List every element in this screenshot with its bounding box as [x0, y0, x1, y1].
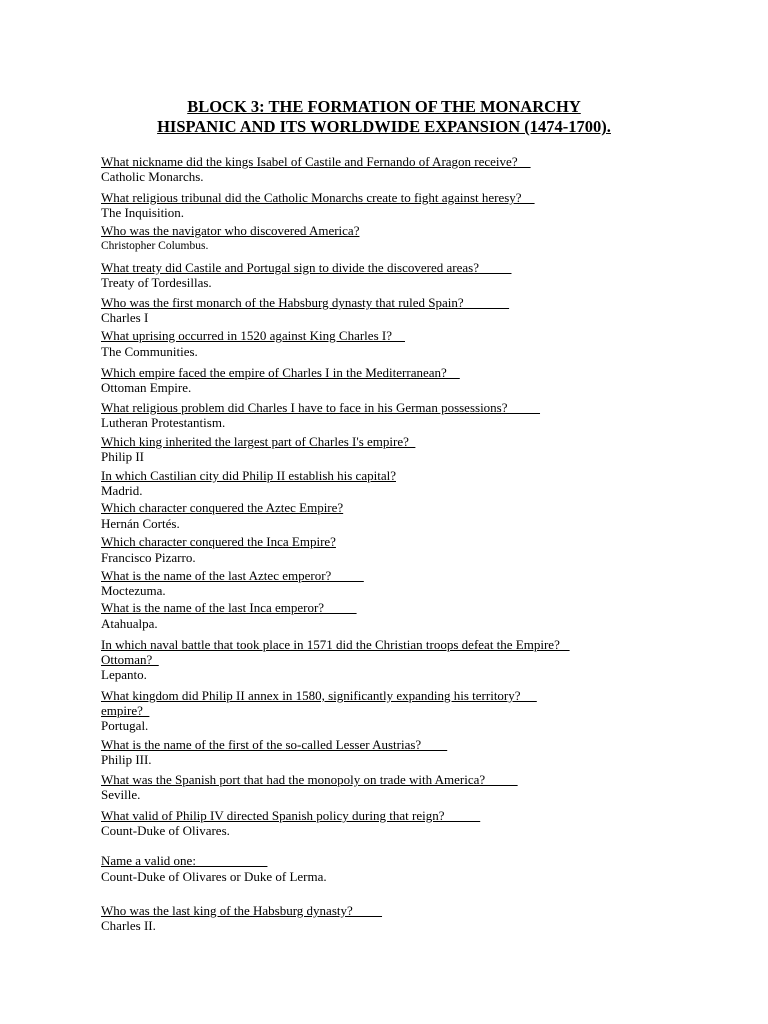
answer-text: Lutheran Protestantism.	[101, 415, 226, 430]
question-text-continued: empire?	[101, 703, 150, 718]
question-text: Who was the first monarch of the Habsburg dynasty that ruled Spain?	[101, 295, 510, 310]
question-text: What nickname did the kings Isabel of Castile and Fernando of Aragon receive?	[101, 154, 531, 169]
question-text: Which character conquered the Aztec Empire?	[101, 500, 344, 515]
answer-text: Count-Duke of Olivares or Duke of Lerma.	[101, 869, 327, 884]
question-text: Which empire faced the empire of Charles I in the Mediterranean?	[101, 365, 460, 380]
answer-text: Ottoman Empire.	[101, 380, 192, 395]
question-text: What is the name of the first of the so-called Lesser Austrias?	[101, 737, 448, 752]
question-text: What was the Spanish port that had the monopoly on trade with America?	[101, 772, 518, 787]
answer-text: Philip II	[101, 449, 144, 464]
answer-text: Francisco Pizarro.	[101, 550, 196, 565]
question-text: What kingdom did Philip II annex in 1580, significantly expanding his territory?	[101, 688, 537, 703]
question-text: What uprising occurred in 1520 against King Charles I?	[101, 328, 405, 343]
question-text-continued: Ottoman?	[101, 652, 159, 667]
question-text: Which character conquered the Inca Empire?	[101, 534, 336, 549]
question-text: Which king inherited the largest part of Charles I's empire?	[101, 434, 416, 449]
question-text: What religious tribunal did the Catholic Monarchs create to fight against heresy?	[101, 190, 535, 205]
answer-text: The Communities.	[101, 344, 198, 359]
answer-text: Hernán Cortés.	[101, 516, 180, 531]
question-text: Who was the navigator who discovered America?	[101, 223, 360, 238]
answer-text: Lepanto.	[101, 667, 147, 682]
answer-text: Charles I	[101, 310, 149, 325]
question-text: What religious problem did Charles I have to face in his German possessions?	[101, 400, 541, 415]
answer-text: Atahualpa.	[101, 616, 158, 631]
question-text: What is the name of the last Aztec emperor?	[101, 568, 364, 583]
answer-text: Moctezuma.	[101, 583, 166, 598]
answer-text: The Inquisition.	[101, 205, 185, 220]
answer-text: Charles II.	[101, 918, 156, 933]
page-title-line-2: HISPANIC AND ITS WORLDWIDE EXPANSION (1474-1700).	[157, 117, 611, 136]
answer-text: Treaty of Tordesillas.	[101, 275, 212, 290]
answer-text: Catholic Monarchs.	[101, 169, 204, 184]
question-text: In which naval battle that took place in 1571 did the Christian troops defeat the Empire?	[101, 637, 570, 652]
question-text: What treaty did Castile and Portugal sign to divide the discovered areas?	[101, 260, 512, 275]
question-text: Name a valid one:	[101, 853, 268, 868]
answer-text: Seville.	[101, 787, 141, 802]
answer-text: Philip III.	[101, 752, 152, 767]
answer-text: Madrid.	[101, 483, 143, 498]
question-text: In which Castilian city did Philip II establish his capital?	[101, 468, 396, 483]
answer-text: Christopher Columbus.	[101, 240, 209, 252]
page-title-line-1: BLOCK 3: THE FORMATION OF THE MONARCHY	[187, 97, 581, 116]
answer-text: Count-Duke of Olivares.	[101, 823, 230, 838]
answer-text: Portugal.	[101, 718, 149, 733]
question-text: Who was the last king of the Habsburg dynasty?	[101, 903, 383, 918]
question-text: What is the name of the last Inca emperor?	[101, 600, 357, 615]
question-text: What valid of Philip IV directed Spanish policy during that reign?	[101, 808, 481, 823]
